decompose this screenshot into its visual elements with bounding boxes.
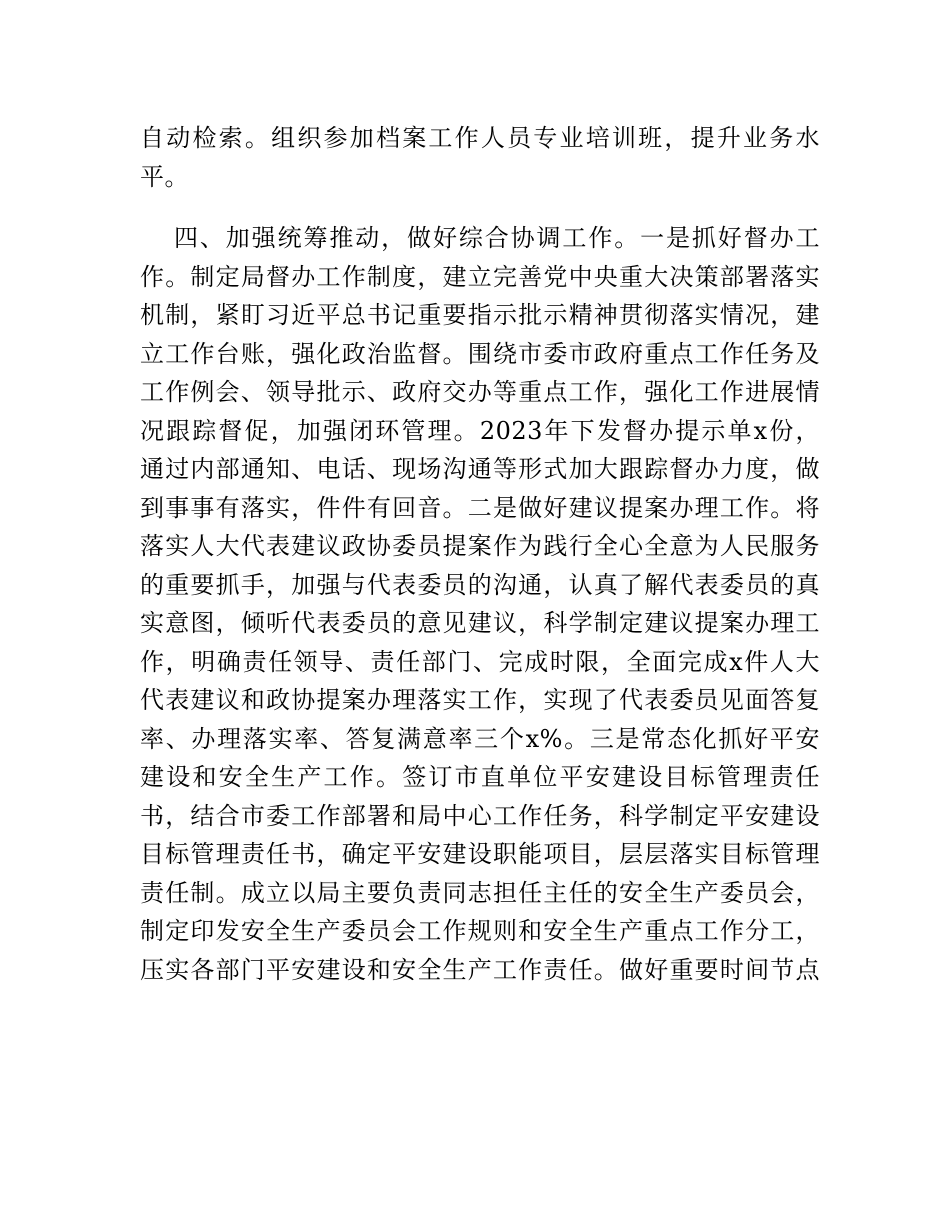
- text-line: 的重要抓手，加强与代表委员的沟通，认真了解代表委员的真: [140, 570, 820, 599]
- text-line: 通过内部通知、电话、现场沟通等形式加大跟踪督办力度，做: [140, 455, 820, 483]
- text-line: 机制，紧盯习近平总书记重要指示批示精神贯彻落实情况，建: [140, 301, 820, 329]
- text-line: 目标管理责任书，确定平安建设职能项目，层层落实目标管理: [140, 840, 820, 868]
- text-line: 建设和安全生产工作。签订市直单位平安建设目标管理责任: [140, 763, 820, 791]
- text-line: 制定印发安全生产委员会工作规则和安全生产重点工作分工，: [140, 917, 820, 945]
- text-line: 代表建议和政协提案办理落实工作，实现了代表委员见面答复: [140, 686, 820, 714]
- text-line: 作。制定局督办工作制度，建立完善党中央重大决策部署落实: [140, 262, 820, 291]
- text-line: 实意图，倾听代表委员的意见建议，科学制定建议提案办理工: [140, 609, 820, 637]
- text-line: 作，明确责任领导、责任部门、完成时限，全面完成x件人大: [140, 647, 820, 676]
- text-line: 自动检索。组织参加档案工作人员专业培训班，提升业务水: [140, 124, 820, 152]
- paragraph-section-four: [140, 219, 820, 989]
- text-line: 到事事有落实，件件有回音。二是做好建议提案办理工作。将: [140, 493, 820, 522]
- paragraph-continuation: [140, 119, 820, 196]
- text-line: 压实各部门平安建设和安全生产工作责任。做好重要时间节点: [140, 955, 820, 984]
- text-line: 况跟踪督促，加强闭环管理。2023年下发督办提示单x份，: [140, 416, 820, 445]
- text-line: 率、办理落实率、答复满意率三个x%。三是常态化抓好平安: [140, 724, 820, 753]
- text-line: 落实人大代表建议政协委员提案作为践行全心全意为人民服务: [140, 532, 820, 560]
- text-line: 书，结合市委工作部署和局中心工作任务，科学制定平安建设: [140, 801, 820, 830]
- text-line: 责任制。成立以局主要负责同志担任主任的安全生产委员会，: [140, 878, 820, 907]
- text-line: 平。: [140, 162, 189, 191]
- text-line: 工作例会、领导批示、政府交办等重点工作，强化工作进展情: [140, 378, 820, 406]
- text-line: 立工作台账，强化政治监督。围绕市委市政府重点工作任务及: [140, 339, 820, 368]
- paragraph-first-line: 四、加强统筹推动，做好综合协调工作。一是抓好督办工: [174, 224, 820, 252]
